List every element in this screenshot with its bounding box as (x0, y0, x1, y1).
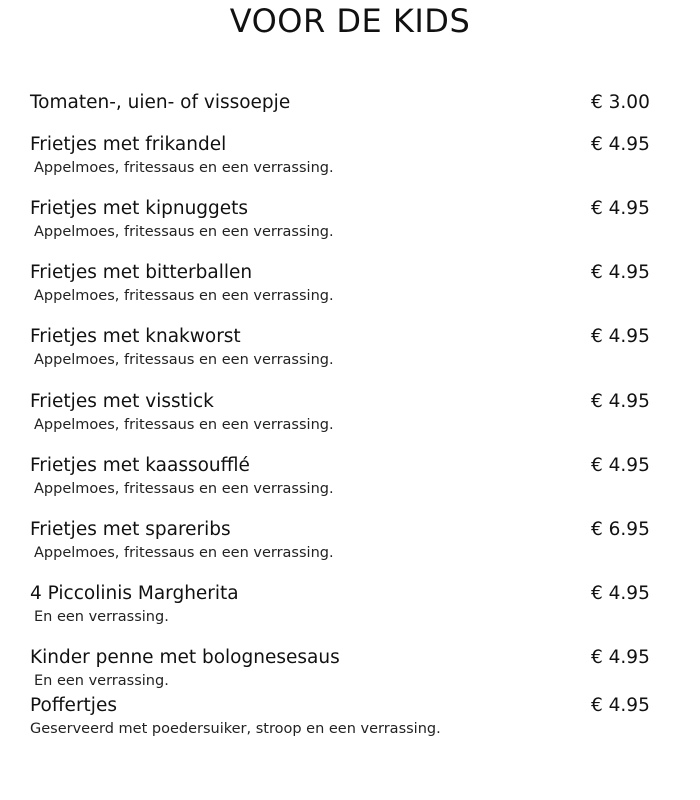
item-name: Frietjes met bitterballen (30, 262, 253, 283)
item-price: € 4.95 (591, 647, 650, 668)
menu-item-visstick (30, 391, 655, 433)
item-price: € 4.95 (591, 134, 650, 155)
menu-item-piccolinis (30, 583, 655, 625)
item-name: Frietjes met frikandel (30, 134, 227, 155)
item-price: € 4.95 (591, 198, 650, 219)
menu-item-frikandel (30, 134, 655, 176)
item-price: € 4.95 (591, 583, 650, 604)
item-price: € 4.95 (591, 455, 650, 476)
item-description: Appelmoes, fritessaus en een verrassing. (34, 545, 334, 561)
item-name: 4 Piccolinis Margherita (30, 583, 239, 604)
menu-item-poffertjes (30, 695, 655, 737)
page-title: VOOR DE KIDS (229, 2, 471, 40)
item-description: Appelmoes, fritessaus en een verrassing. (34, 288, 334, 304)
item-price: € 4.95 (591, 391, 650, 412)
item-price: € 3.00 (591, 92, 650, 113)
menu-item-knakworst (30, 326, 655, 368)
menu-item-penne (30, 647, 655, 689)
menu-item-kipnuggets (30, 198, 655, 240)
item-description: Appelmoes, fritessaus en een verrassing. (34, 481, 334, 497)
item-name: Frietjes met knakworst (30, 326, 241, 347)
item-description: Appelmoes, fritessaus en een verrassing. (34, 224, 334, 240)
item-description: En een verrassing. (34, 609, 169, 625)
item-price: € 4.95 (591, 326, 650, 347)
item-name: Frietjes met visstick (30, 391, 214, 412)
item-price: € 4.95 (591, 262, 650, 283)
item-description: Appelmoes, fritessaus en een verrassing. (34, 352, 334, 368)
item-name: Poffertjes (30, 695, 117, 716)
item-price: € 4.95 (591, 695, 650, 716)
item-price: € 6.95 (591, 519, 650, 540)
item-name: Frietjes met kipnuggets (30, 198, 249, 219)
menu-item-kaassouffle (30, 455, 655, 497)
item-description: Appelmoes, fritessaus en een verrassing. (34, 417, 334, 433)
menu-item-bitterballen (30, 262, 655, 304)
item-description: En een verrassing. (34, 673, 169, 689)
item-name: Kinder penne met bolognesesaus (30, 647, 340, 668)
item-name: Frietjes met spareribs (30, 519, 231, 540)
item-name: Frietjes met kaassoufflé (30, 455, 250, 476)
item-description: Geserveerd met poedersuiker, stroop en een verrassing. (30, 721, 441, 737)
item-name: Tomaten-, uien- of vissoepje (30, 92, 291, 113)
menu-item-soup (30, 92, 655, 118)
item-description: Appelmoes, fritessaus en een verrassing. (34, 160, 334, 176)
menu-item-spareribs (30, 519, 655, 561)
